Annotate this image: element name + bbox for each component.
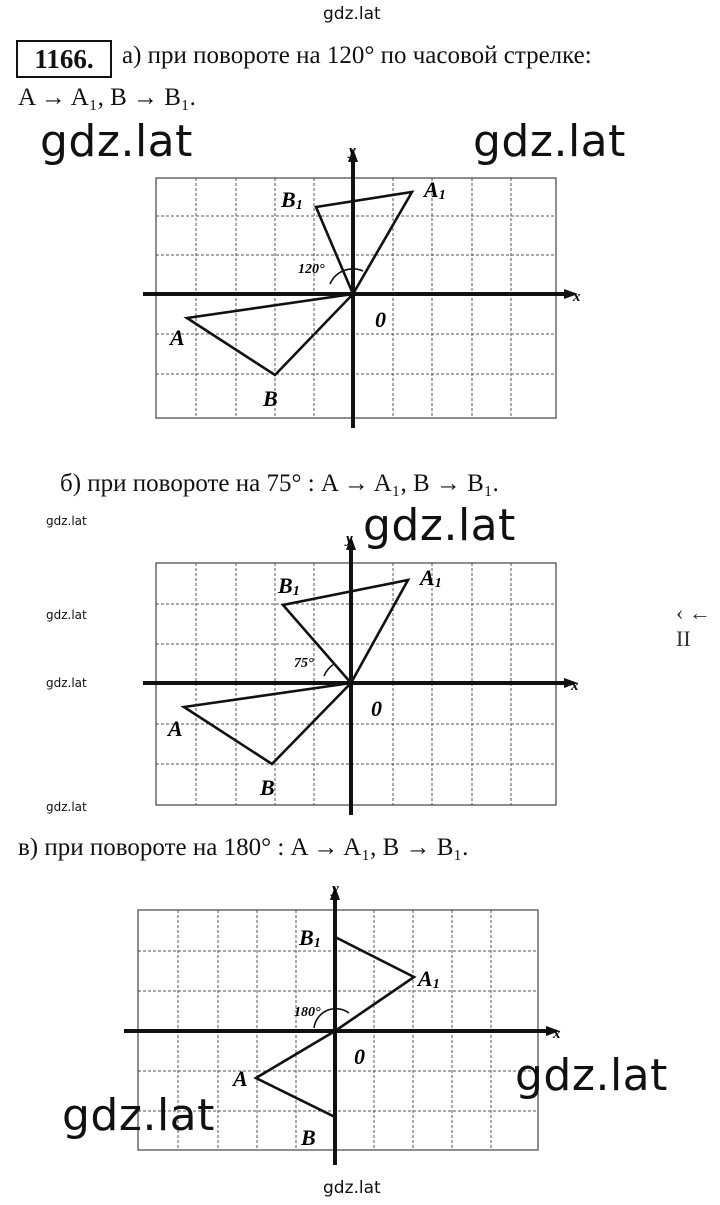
label-a: A xyxy=(233,1066,248,1091)
label-b: B xyxy=(301,1125,316,1150)
watermark-margin-3: gdz.lat xyxy=(46,676,87,690)
watermark-big-left-3: gdz.lat xyxy=(62,1090,215,1141)
label-b1: B1 xyxy=(299,925,321,951)
watermark-big-right-3: gdz.lat xyxy=(515,1050,668,1101)
label-b: B xyxy=(263,386,278,411)
origin-label: 0 xyxy=(354,1044,365,1069)
watermark-big-left-1: gdz.lat xyxy=(40,116,193,167)
part-a-line2: A → A₁, B → B₁. xyxy=(18,84,196,111)
label-b1: B1 xyxy=(281,187,303,213)
side-mark: ‹ ← II xyxy=(676,600,711,651)
label-a1: A1 xyxy=(418,966,440,992)
watermark-big-right-1: gdz.lat xyxy=(473,116,626,167)
origin-label: 0 xyxy=(375,307,386,332)
x-axis-label: x xyxy=(553,1026,561,1042)
triangle-oab xyxy=(256,1031,335,1117)
y-axis-label: y xyxy=(349,143,356,159)
watermark-top: gdz.lat xyxy=(323,4,381,24)
x-axis-label: x xyxy=(573,289,581,305)
label-a: A xyxy=(170,325,185,350)
y-axis-label: y xyxy=(332,881,339,897)
label-a1: A1 xyxy=(420,565,442,591)
angle-label: 180° xyxy=(294,1005,321,1020)
angle-label: 120° xyxy=(298,262,325,277)
x-axis-label: x xyxy=(571,678,579,694)
problem-number: 1166. xyxy=(16,40,112,78)
watermark-margin-2: gdz.lat xyxy=(46,608,87,622)
part-a-line1: а) при повороте на 120° по часовой стрелке: xyxy=(122,42,592,69)
label-a1: A1 xyxy=(424,177,446,203)
label-a: A xyxy=(168,716,183,741)
origin-label: 0 xyxy=(371,696,382,721)
y-axis-label: y xyxy=(346,531,353,547)
part-b-line: б) при повороте на 75° : A → A₁, B → B₁. xyxy=(60,470,499,497)
label-b1: B1 xyxy=(278,573,300,599)
label-b: B xyxy=(260,775,275,800)
watermark-margin-1: gdz.lat xyxy=(46,514,87,528)
watermark-margin-4: gdz.lat xyxy=(46,800,87,814)
part-c-line: в) при повороте на 180° : A → A₁, B → B₁. xyxy=(18,834,469,861)
watermark-bottom: gdz.lat xyxy=(323,1178,381,1198)
watermark-big-center-2: gdz.lat xyxy=(363,500,516,551)
angle-label: 75° xyxy=(294,656,314,671)
